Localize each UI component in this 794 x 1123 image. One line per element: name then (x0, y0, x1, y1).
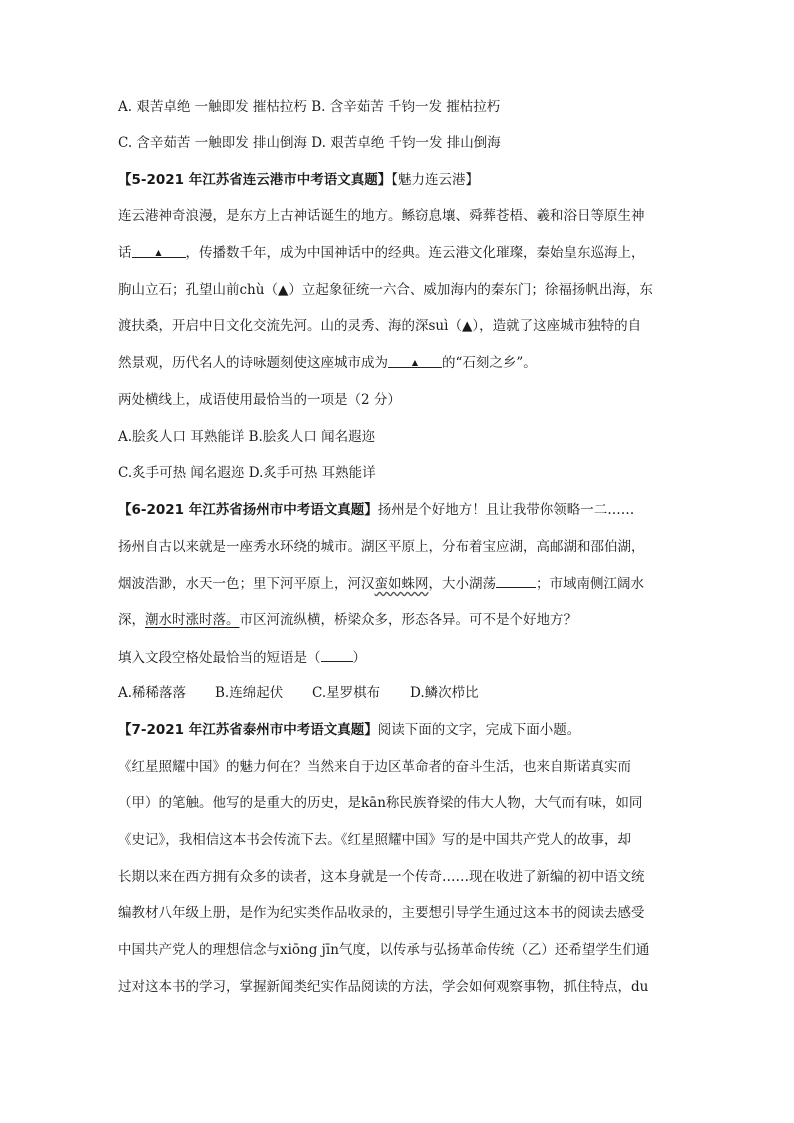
q5-question: 两处横线上，成语使用最恰当的一项是（2 分） (118, 392, 401, 408)
q7-header (118, 720, 580, 740)
q4-options-cd: C. 含辛茹苦 一触即发 排山倒海 D. 艰苦卓绝 千钧一发 排山倒海 (118, 135, 501, 151)
q7-paragraph-line-5: 编教材八年级上册，是作为纪实类作品收录的，主要想引导学生通过这本书的阅读去感受 (118, 905, 645, 921)
q5-options-cd: C.炙手可热 闻名遐迩 D.炙手可热 耳熟能详 (118, 465, 376, 481)
q5-paragraph-line-5: 然景观，历代名人的诗咏题刻使这座城市成为 ▲ 的“石刻之乡”。 (118, 355, 537, 371)
q5-title: 【魅力连云港】 (391, 172, 480, 188)
fill-blank-1: ▲ (132, 243, 186, 258)
q7-title: 阅读下面的文字，完成下面小题。 (377, 722, 581, 738)
wavy-underlined-phrase: 蛮如蛛网 (374, 576, 429, 592)
q5-options-ab: A.脍炙人口 耳熟能详 B.脍炙人口 闻名遐迩 (118, 429, 376, 445)
q7-paragraph-line-6: 中国共产党人的理想信念与xiōng jīn气度，以传承与弘扬革命传统（乙）还希望学生们通 (118, 942, 650, 958)
q6-title: 扬州是个好地方！且让我带你领略一二…… (377, 502, 635, 518)
option-b: B.连绵起伏 (215, 685, 284, 701)
q5-source: 【5-2021 年江苏省连云港市中考语文真题】 (118, 172, 392, 188)
q7-paragraph-line-2: （甲）的笔触。他写的是重大的历史，是kān称民族脊梁的伟大人物，大气而有味，如同 (118, 795, 643, 811)
option-c: C.星罗棋布 (312, 685, 381, 701)
q6-paragraph-line-1: 扬州自古以来就是一座秀水环绕的城市。湖区平原上，分布着宝应湖，高邮湖和邵伯湖， (118, 539, 645, 555)
option-a: A.稀稀落落 (118, 685, 187, 701)
q6-header (118, 500, 634, 520)
q5-paragraph-line-1: 连云港神奇浪漫，是东方上古神话诞生的地方。鲧窃息壤、舜葬苍梧、羲和浴日等原生神 (118, 208, 645, 224)
q6-paragraph-line-2: 烟波浩渺，水天一色；里下河平原上，河汉蛮如蛛网，大小湖荡 ；市域南侧江阔水 (118, 573, 644, 594)
q6-question: 填入文段空格处最恰当的短语是（ ） (118, 647, 366, 668)
answer-blank (321, 647, 353, 662)
option-d: D.鳞次栉比 (410, 685, 479, 701)
q5-header (118, 170, 479, 190)
underlined-sentence: 潮水时涨时落。 (145, 612, 240, 628)
q5-paragraph-line-2: 话 ▲ ，传播数千年，成为中国神话中的经典。连云港文化璀璨，秦始皇东巡海上， (118, 245, 645, 261)
q6-source: 【6-2021 年江苏省扬州市中考语文真题】 (118, 502, 378, 518)
fill-blank (496, 573, 536, 588)
q7-source: 【7-2021 年江苏省泰州市中考语文真题】 (118, 722, 378, 738)
q7-paragraph-line-1: 《红星照耀中国》的魅力何在？当然来自于边区革命者的奋斗生活，也来自斯诺真实而 (118, 759, 631, 775)
q5-paragraph-line-4: 渡扶桑，开启中日文化交流先河。山的灵秀、海的深suì（▲），造就了这座城市独特的自 (118, 318, 642, 334)
q6-paragraph-line-3: 深，潮水时涨时落。市区河流纵横，桥梁众多，形态各异。可不是个好地方？ (118, 612, 577, 628)
q7-paragraph-line-4: 长期以来在西方拥有众多的读者，这本身就是一个传奇……现在收进了新编的初中语文统 (118, 869, 645, 885)
q6-options (118, 683, 479, 703)
q5-paragraph-line-3: 朐山立石；孔望山前chù（▲）立起象征统一六合、威加海内的秦东门；徐福扬帆出海，东 (118, 282, 653, 298)
q4-options-ab: A. 艰苦卓绝 一触即发 摧枯拉朽 B. 含辛茹苦 千钧一发 摧枯拉朽 (118, 99, 501, 115)
q7-paragraph-line-3: 《史记》，我相信这本书会传流下去。《红星照耀中国》写的是中国共产党人的故事，却 (118, 832, 631, 848)
q7-paragraph-line-7: 过对这本书的学习，掌握新闻类纪实作品阅读的方法，学会如何观察事物，抓住特点，du (118, 979, 649, 995)
fill-blank-2: ▲ (388, 353, 442, 368)
